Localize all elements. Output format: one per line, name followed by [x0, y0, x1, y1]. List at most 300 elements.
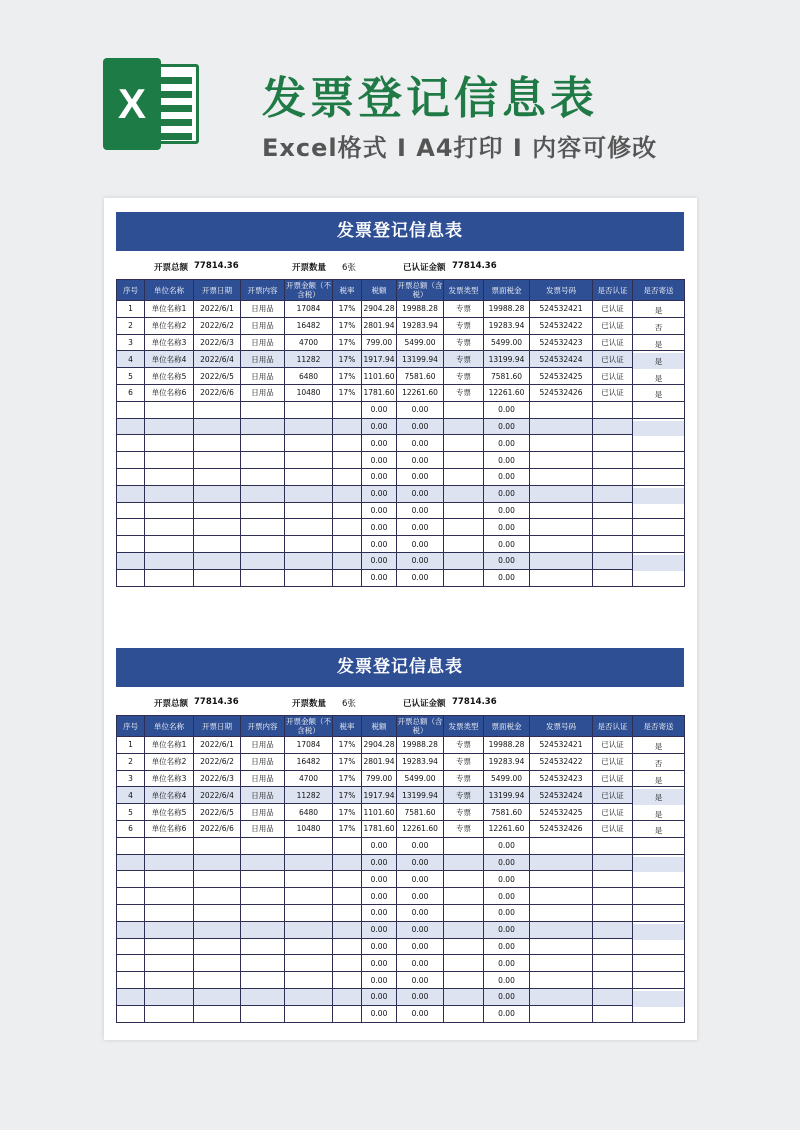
table-cell[interactable]: 10480	[285, 820, 333, 837]
table-cell[interactable]	[593, 468, 633, 485]
table-cell[interactable]	[633, 571, 685, 588]
table-cell[interactable]: 0.00	[397, 552, 444, 569]
table-cell[interactable]: 2022/6/1	[194, 301, 241, 318]
table-cell[interactable]	[285, 938, 333, 955]
table-cell[interactable]: 日用品	[241, 787, 285, 804]
table-cell[interactable]	[333, 401, 362, 418]
table-cell[interactable]: 6	[117, 820, 145, 837]
table-cell[interactable]	[145, 938, 194, 955]
table-cell[interactable]	[333, 988, 362, 1005]
table-cell[interactable]	[444, 552, 484, 569]
table-cell[interactable]	[530, 485, 593, 502]
table-cell[interactable]: 0.00	[484, 888, 530, 905]
table-cell[interactable]: 0.00	[397, 871, 444, 888]
table-cell[interactable]: 日用品	[241, 753, 285, 770]
table-cell[interactable]	[194, 938, 241, 955]
table-cell[interactable]	[593, 552, 633, 569]
table-cell[interactable]	[593, 938, 633, 955]
table-cell[interactable]	[241, 854, 285, 871]
table-cell[interactable]: 0.00	[397, 468, 444, 485]
table-cell[interactable]	[530, 837, 593, 854]
table-cell[interactable]: 0.00	[397, 569, 444, 586]
table-cell[interactable]	[593, 837, 633, 854]
table-cell[interactable]: 0.00	[397, 854, 444, 871]
table-cell[interactable]	[241, 452, 285, 469]
table-cell[interactable]: 0.00	[484, 519, 530, 536]
table-cell[interactable]: 0.00	[362, 536, 397, 553]
table-cell[interactable]	[194, 921, 241, 938]
table-cell[interactable]	[593, 569, 633, 586]
table-cell[interactable]	[117, 468, 145, 485]
table-cell[interactable]	[633, 957, 685, 974]
table-cell[interactable]: 2022/6/6	[194, 820, 241, 837]
table-cell[interactable]	[194, 871, 241, 888]
table-cell[interactable]	[194, 837, 241, 854]
table-cell[interactable]: 0.00	[484, 988, 530, 1005]
table-cell[interactable]	[530, 569, 593, 586]
table-cell[interactable]: 12261.60	[484, 384, 530, 401]
table-cell[interactable]	[145, 1005, 194, 1022]
table-cell[interactable]: 专票	[444, 368, 484, 385]
table-cell[interactable]	[333, 536, 362, 553]
table-cell[interactable]	[444, 452, 484, 469]
table-cell[interactable]	[633, 839, 685, 856]
table-cell[interactable]	[241, 502, 285, 519]
table-cell[interactable]	[117, 888, 145, 905]
table-cell[interactable]	[444, 519, 484, 536]
table-cell[interactable]: 524532426	[530, 384, 593, 401]
table-cell[interactable]	[333, 418, 362, 435]
table-cell[interactable]: 17%	[333, 334, 362, 351]
table-cell[interactable]: 4700	[285, 334, 333, 351]
table-cell[interactable]: 5	[117, 368, 145, 385]
table-cell[interactable]: 1781.60	[362, 384, 397, 401]
table-cell[interactable]: 是	[633, 789, 685, 806]
table-cell[interactable]: 单位名称6	[145, 820, 194, 837]
table-cell[interactable]	[117, 569, 145, 586]
table-cell[interactable]: 已认证	[593, 737, 633, 754]
table-cell[interactable]	[633, 403, 685, 420]
table-cell[interactable]	[285, 1005, 333, 1022]
table-cell[interactable]	[593, 452, 633, 469]
table-cell[interactable]: 6480	[285, 804, 333, 821]
table-cell[interactable]: 日用品	[241, 737, 285, 754]
table-cell[interactable]: 1	[117, 301, 145, 318]
table-cell[interactable]: 0.00	[484, 401, 530, 418]
table-cell[interactable]	[593, 519, 633, 536]
table-cell[interactable]	[145, 418, 194, 435]
table-cell[interactable]: 524532423	[530, 770, 593, 787]
table-cell[interactable]	[241, 519, 285, 536]
table-cell[interactable]	[117, 837, 145, 854]
table-cell[interactable]: 已认证	[593, 770, 633, 787]
table-cell[interactable]	[145, 569, 194, 586]
table-cell[interactable]	[241, 1005, 285, 1022]
table-cell[interactable]	[194, 401, 241, 418]
table-cell[interactable]: 单位名称3	[145, 770, 194, 787]
table-cell[interactable]	[593, 435, 633, 452]
table-cell[interactable]	[593, 871, 633, 888]
table-cell[interactable]	[530, 502, 593, 519]
table-cell[interactable]: 17%	[333, 753, 362, 770]
table-cell[interactable]: 524532425	[530, 368, 593, 385]
table-cell[interactable]: 1101.60	[362, 804, 397, 821]
table-cell[interactable]: 1	[117, 737, 145, 754]
table-cell[interactable]: 0.00	[484, 452, 530, 469]
table-cell[interactable]	[241, 468, 285, 485]
table-cell[interactable]: 0.00	[362, 468, 397, 485]
table-cell[interactable]	[633, 554, 685, 571]
table-cell[interactable]: 已认证	[593, 820, 633, 837]
table-cell[interactable]: 2022/6/4	[194, 351, 241, 368]
table-cell[interactable]	[530, 401, 593, 418]
table-cell[interactable]	[117, 972, 145, 989]
table-cell[interactable]: 日用品	[241, 368, 285, 385]
table-cell[interactable]	[194, 452, 241, 469]
table-cell[interactable]: 0.00	[484, 485, 530, 502]
table-cell[interactable]: 1917.94	[362, 351, 397, 368]
table-cell[interactable]: 专票	[444, 804, 484, 821]
table-cell[interactable]: 12261.60	[397, 384, 444, 401]
table-cell[interactable]	[145, 972, 194, 989]
table-cell[interactable]	[145, 552, 194, 569]
table-cell[interactable]: 专票	[444, 317, 484, 334]
table-cell[interactable]: 19988.28	[484, 737, 530, 754]
table-cell[interactable]	[194, 519, 241, 536]
table-cell[interactable]	[333, 921, 362, 938]
table-cell[interactable]: 0.00	[362, 938, 397, 955]
table-cell[interactable]	[530, 921, 593, 938]
table-cell[interactable]: 是	[633, 386, 685, 403]
table-cell[interactable]	[333, 871, 362, 888]
table-cell[interactable]: 0.00	[397, 955, 444, 972]
table-cell[interactable]	[633, 906, 685, 923]
table-cell[interactable]	[444, 854, 484, 871]
table-cell[interactable]: 0.00	[397, 401, 444, 418]
table-cell[interactable]	[633, 923, 685, 940]
table-cell[interactable]: 13199.94	[484, 351, 530, 368]
table-cell[interactable]	[333, 569, 362, 586]
table-cell[interactable]	[444, 569, 484, 586]
table-cell[interactable]	[117, 955, 145, 972]
table-cell[interactable]: 0.00	[397, 837, 444, 854]
table-cell[interactable]	[444, 938, 484, 955]
table-cell[interactable]	[117, 854, 145, 871]
table-cell[interactable]: 0.00	[397, 536, 444, 553]
table-cell[interactable]: 已认证	[593, 753, 633, 770]
table-cell[interactable]	[333, 837, 362, 854]
table-cell[interactable]: 0.00	[397, 888, 444, 905]
table-cell[interactable]	[117, 435, 145, 452]
table-cell[interactable]	[285, 871, 333, 888]
table-cell[interactable]	[241, 938, 285, 955]
table-cell[interactable]	[530, 468, 593, 485]
table-cell[interactable]: 已认证	[593, 301, 633, 318]
table-cell[interactable]	[145, 401, 194, 418]
table-cell[interactable]	[241, 485, 285, 502]
table-cell[interactable]	[241, 435, 285, 452]
table-cell[interactable]: 2904.28	[362, 737, 397, 754]
table-cell[interactable]	[593, 1005, 633, 1022]
table-cell[interactable]: 0.00	[397, 921, 444, 938]
table-cell[interactable]	[444, 401, 484, 418]
table-cell[interactable]: 12261.60	[484, 820, 530, 837]
table-cell[interactable]	[633, 538, 685, 555]
table-cell[interactable]	[145, 519, 194, 536]
table-cell[interactable]	[633, 420, 685, 437]
table-cell[interactable]: 否	[633, 319, 685, 336]
table-cell[interactable]	[285, 854, 333, 871]
table-cell[interactable]: 0.00	[362, 519, 397, 536]
table-cell[interactable]: 0.00	[484, 418, 530, 435]
table-cell[interactable]: 单位名称4	[145, 787, 194, 804]
table-cell[interactable]	[530, 938, 593, 955]
table-cell[interactable]: 10480	[285, 384, 333, 401]
table-cell[interactable]	[593, 485, 633, 502]
table-cell[interactable]: 单位名称3	[145, 334, 194, 351]
table-cell[interactable]: 17%	[333, 351, 362, 368]
table-cell[interactable]	[285, 435, 333, 452]
table-cell[interactable]	[633, 856, 685, 873]
table-cell[interactable]: 已认证	[593, 804, 633, 821]
table-cell[interactable]: 17%	[333, 804, 362, 821]
table-cell[interactable]	[633, 487, 685, 504]
table-cell[interactable]: 已认证	[593, 368, 633, 385]
table-cell[interactable]	[194, 569, 241, 586]
table-cell[interactable]: 7581.60	[484, 804, 530, 821]
table-cell[interactable]: 已认证	[593, 351, 633, 368]
table-cell[interactable]	[530, 536, 593, 553]
table-cell[interactable]	[117, 452, 145, 469]
table-cell[interactable]	[117, 871, 145, 888]
table-cell[interactable]: 7581.60	[397, 804, 444, 821]
table-cell[interactable]	[333, 452, 362, 469]
table-cell[interactable]	[333, 519, 362, 536]
table-cell[interactable]	[241, 972, 285, 989]
table-cell[interactable]: 19283.94	[397, 753, 444, 770]
table-cell[interactable]	[194, 1005, 241, 1022]
table-cell[interactable]	[530, 552, 593, 569]
table-cell[interactable]	[241, 837, 285, 854]
table-cell[interactable]: 0.00	[397, 972, 444, 989]
table-cell[interactable]: 5499.00	[484, 334, 530, 351]
table-cell[interactable]: 0.00	[362, 921, 397, 938]
table-cell[interactable]: 0.00	[397, 519, 444, 536]
table-cell[interactable]	[117, 938, 145, 955]
table-cell[interactable]	[593, 972, 633, 989]
table-cell[interactable]: 已认证	[593, 787, 633, 804]
table-cell[interactable]: 专票	[444, 820, 484, 837]
table-cell[interactable]	[530, 888, 593, 905]
table-cell[interactable]	[285, 569, 333, 586]
table-cell[interactable]: 19283.94	[484, 753, 530, 770]
table-cell[interactable]	[194, 904, 241, 921]
table-cell[interactable]: 2022/6/6	[194, 384, 241, 401]
table-cell[interactable]: 日用品	[241, 334, 285, 351]
table-cell[interactable]: 2904.28	[362, 301, 397, 318]
table-cell[interactable]: 0.00	[484, 536, 530, 553]
table-cell[interactable]	[241, 418, 285, 435]
table-cell[interactable]	[145, 536, 194, 553]
table-cell[interactable]	[633, 437, 685, 454]
table-cell[interactable]	[333, 435, 362, 452]
table-cell[interactable]: 专票	[444, 301, 484, 318]
table-cell[interactable]: 13199.94	[397, 787, 444, 804]
table-cell[interactable]	[117, 485, 145, 502]
table-cell[interactable]: 单位名称5	[145, 368, 194, 385]
table-cell[interactable]: 0.00	[362, 485, 397, 502]
table-cell[interactable]: 单位名称6	[145, 384, 194, 401]
table-cell[interactable]	[145, 502, 194, 519]
table-cell[interactable]: 单位名称1	[145, 301, 194, 318]
table-cell[interactable]: 日用品	[241, 770, 285, 787]
table-cell[interactable]: 17%	[333, 368, 362, 385]
table-cell[interactable]: 已认证	[593, 384, 633, 401]
table-cell[interactable]: 0.00	[484, 435, 530, 452]
table-cell[interactable]: 单位名称4	[145, 351, 194, 368]
table-cell[interactable]	[145, 904, 194, 921]
table-cell[interactable]: 524532424	[530, 351, 593, 368]
table-cell[interactable]	[530, 988, 593, 1005]
table-cell[interactable]	[530, 972, 593, 989]
table-cell[interactable]	[444, 485, 484, 502]
table-cell[interactable]: 0.00	[362, 888, 397, 905]
table-cell[interactable]	[285, 837, 333, 854]
table-cell[interactable]: 0.00	[484, 502, 530, 519]
table-cell[interactable]: 专票	[444, 753, 484, 770]
table-cell[interactable]	[593, 536, 633, 553]
table-cell[interactable]: 6	[117, 384, 145, 401]
table-cell[interactable]: 11282	[285, 787, 333, 804]
table-cell[interactable]: 是	[633, 303, 685, 320]
table-cell[interactable]: 已认证	[593, 334, 633, 351]
table-cell[interactable]: 是	[633, 336, 685, 353]
table-cell[interactable]	[285, 401, 333, 418]
table-cell[interactable]: 0.00	[397, 904, 444, 921]
table-cell[interactable]	[241, 888, 285, 905]
table-cell[interactable]: 0.00	[362, 401, 397, 418]
table-cell[interactable]: 0.00	[362, 569, 397, 586]
table-cell[interactable]: 19988.28	[484, 301, 530, 318]
table-cell[interactable]	[285, 988, 333, 1005]
table-cell[interactable]	[333, 1005, 362, 1022]
table-cell[interactable]: 2022/6/2	[194, 317, 241, 334]
table-cell[interactable]: 专票	[444, 384, 484, 401]
table-cell[interactable]	[145, 921, 194, 938]
table-cell[interactable]	[194, 988, 241, 1005]
table-cell[interactable]: 日用品	[241, 804, 285, 821]
table-cell[interactable]	[241, 552, 285, 569]
table-cell[interactable]: 524532422	[530, 753, 593, 770]
table-cell[interactable]	[117, 536, 145, 553]
table-cell[interactable]	[530, 418, 593, 435]
table-cell[interactable]	[194, 536, 241, 553]
table-cell[interactable]: 已认证	[593, 317, 633, 334]
table-cell[interactable]	[145, 837, 194, 854]
table-cell[interactable]	[444, 921, 484, 938]
table-cell[interactable]	[145, 468, 194, 485]
table-cell[interactable]	[117, 988, 145, 1005]
table-cell[interactable]: 5	[117, 804, 145, 821]
table-cell[interactable]	[593, 854, 633, 871]
table-cell[interactable]: 0.00	[362, 904, 397, 921]
table-cell[interactable]	[333, 485, 362, 502]
table-cell[interactable]	[241, 536, 285, 553]
table-cell[interactable]	[333, 888, 362, 905]
table-cell[interactable]	[285, 972, 333, 989]
table-cell[interactable]: 0.00	[362, 988, 397, 1005]
table-cell[interactable]	[444, 1005, 484, 1022]
table-cell[interactable]: 单位名称5	[145, 804, 194, 821]
table-cell[interactable]: 0.00	[397, 938, 444, 955]
table-cell[interactable]	[117, 418, 145, 435]
table-cell[interactable]: 4	[117, 351, 145, 368]
table-cell[interactable]	[285, 452, 333, 469]
table-cell[interactable]	[333, 502, 362, 519]
table-cell[interactable]: 0.00	[397, 1005, 444, 1022]
table-cell[interactable]	[633, 990, 685, 1007]
table-cell[interactable]: 17%	[333, 301, 362, 318]
table-cell[interactable]	[117, 1005, 145, 1022]
table-cell[interactable]	[194, 552, 241, 569]
table-cell[interactable]: 2022/6/2	[194, 753, 241, 770]
table-cell[interactable]: 3	[117, 770, 145, 787]
table-cell[interactable]: 16482	[285, 317, 333, 334]
table-cell[interactable]	[333, 854, 362, 871]
table-cell[interactable]: 524532422	[530, 317, 593, 334]
table-cell[interactable]	[444, 418, 484, 435]
table-cell[interactable]: 2022/6/4	[194, 787, 241, 804]
table-cell[interactable]: 0.00	[362, 435, 397, 452]
table-cell[interactable]: 单位名称2	[145, 753, 194, 770]
table-cell[interactable]: 0.00	[397, 988, 444, 1005]
table-cell[interactable]	[530, 871, 593, 888]
table-cell[interactable]	[633, 974, 685, 991]
table-cell[interactable]: 0.00	[362, 955, 397, 972]
table-cell[interactable]: 16482	[285, 753, 333, 770]
table-cell[interactable]: 4	[117, 787, 145, 804]
table-cell[interactable]: 12261.60	[397, 820, 444, 837]
table-cell[interactable]	[117, 519, 145, 536]
table-cell[interactable]: 专票	[444, 351, 484, 368]
table-cell[interactable]	[444, 955, 484, 972]
table-cell[interactable]: 0.00	[397, 485, 444, 502]
table-cell[interactable]	[285, 888, 333, 905]
table-cell[interactable]	[285, 921, 333, 938]
table-cell[interactable]: 0.00	[362, 418, 397, 435]
table-cell[interactable]	[444, 435, 484, 452]
table-cell[interactable]: 19988.28	[397, 301, 444, 318]
table-cell[interactable]	[444, 904, 484, 921]
table-cell[interactable]: 0.00	[362, 972, 397, 989]
table-cell[interactable]	[117, 401, 145, 418]
table-cell[interactable]	[530, 854, 593, 871]
table-cell[interactable]	[633, 504, 685, 521]
table-cell[interactable]	[633, 454, 685, 471]
table-cell[interactable]	[593, 904, 633, 921]
table-cell[interactable]	[633, 890, 685, 907]
table-cell[interactable]	[593, 888, 633, 905]
table-cell[interactable]	[241, 988, 285, 1005]
table-cell[interactable]	[194, 854, 241, 871]
table-cell[interactable]	[444, 988, 484, 1005]
table-cell[interactable]: 2801.94	[362, 753, 397, 770]
table-cell[interactable]: 19283.94	[484, 317, 530, 334]
table-cell[interactable]	[593, 418, 633, 435]
table-cell[interactable]: 13199.94	[397, 351, 444, 368]
table-cell[interactable]: 0.00	[484, 837, 530, 854]
table-cell[interactable]: 0.00	[484, 938, 530, 955]
